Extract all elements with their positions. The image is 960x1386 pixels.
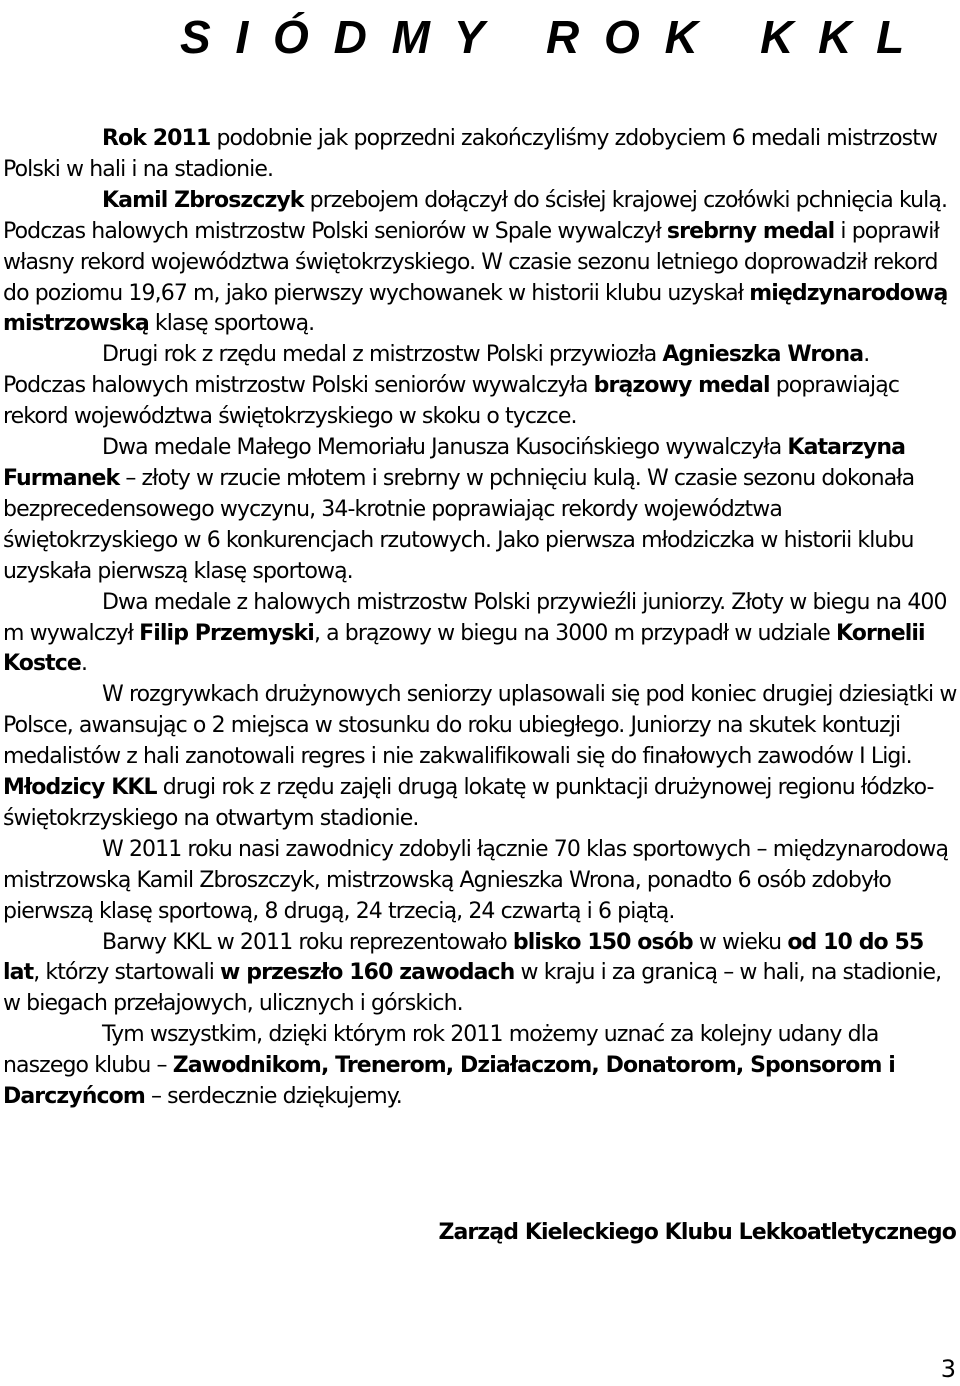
text-run: , a brązowy w biegu na 3000 m przypadł w udziale [313,620,837,646]
article-body [3,124,957,1113]
text-run: poprawiając rekord województwa świętokrzyskiego w skoku o tyczce. [3,373,900,430]
text-run: Dwa medale z halowych mistrzostw Polski przywieźli juniorzy. Złoty w biegu na 400 m wywalczył [3,589,947,646]
text-run: – złoty w rzucie młotem i srebrny w pchnięciu kulą. W czasie sezonu dokonała bezprecedensowego wyczynu, 34-krotnie poprawiając rekordy województwa świętokrzyskiego w 6 konkurencjach rzutowych. Jako pierwsza młodziczka w historii klubu uzyskała pierwszą klasę sportową. [3,465,915,584]
bold-text: blisko 150 osób [512,929,693,955]
text-run: drugi rok z rzędu zajęli drugą lokatę w punktacji drużynowej regionu łódzko-świętokrzyskiego na otwartym stadionie. [3,775,934,831]
text-run: , którzy startowali [33,960,221,986]
paragraph [3,588,957,681]
bold-text: Katarzyna Furmanek [3,435,906,491]
text-run: w wieku [692,929,788,955]
text-run: – serdecznie dziękujemy. [144,1084,402,1110]
text-run: klasę sportową. [148,311,315,337]
paragraph [3,340,957,433]
paragraph [3,1020,957,1113]
bold-text: w przeszło 160 zawodach [220,960,515,986]
text-run: przebojem dołączył do ścisłej krajowej czołówki pchnięcia kulą. Podczas halowych mistrzostw Polski seniorów w Spale wywalczył [3,187,948,244]
text-run: podobnie jak poprzedni zakończyliśmy zdobyciem 6 medali mistrzostw Polski w hali i na stadionie. [3,126,938,182]
signature: Zarząd Kieleckiego Klubu Lekkoatletycznego [438,1220,956,1245]
text-run: Barwy KKL w 2011 roku reprezentowało [102,929,513,955]
text-run: i poprawił własny rekord województwa świętokrzyskiego. W czasie sezonu letniego doprowadził rekord do poziomu 19,67 m, jako pierwszy wychowanek w historii klubu uzyskał [3,218,939,306]
text-run: Dwa medale Małego Memoriału Janusza Kusocińskiego wywalczyła [102,435,788,461]
paragraph [3,186,957,341]
text-run: w kraju i za granicą – w hali, na stadionie, w biegach przełajowych, ulicznych i górskich. [3,960,942,1017]
text-run: W 2011 roku nasi zawodnicy zdobyli łącznie 70 klas sportowych – międzynarodową mistrzowską Kamil Zbroszczyk, mistrzowską Agnieszka Wrona, ponadto 6 osób zdobyło pierwszą klasę sportową, 8 drugą, 24 trzecią, 24 czwartą i 6 piątą. [3,836,949,924]
bold-text: Kamil Zbroszczyk [102,187,304,213]
paragraph [3,835,957,928]
text-run: Drugi rok z rzędu medal z mistrzostw Polski przywiozła [102,342,663,368]
bold-text: Młodzicy KKL [3,775,157,801]
text-run: W rozgrywkach drużynowych seniorzy uplasowali się pod koniec drugiej dziesiątki w Polsce, awansując o 2 miejsca w stosunku do roku ubiegłego. Juniorzy na skutek kontuzji medalistów z hali zanotowali regres i nie zakwalifikowali się do finałowych zawodów I Ligi. [3,682,957,770]
bold-text: brązowy medal [593,373,770,399]
bold-text: Filip Przemyski [139,620,314,646]
bold-text: Rok 2011 [102,126,211,151]
text-run: . Podczas halowych mistrzostw Polski seniorów wywalczyła [3,342,870,399]
bold-text: od 10 do 55 lat [3,929,924,986]
text-run: . [80,651,88,677]
page-number: 3 [940,1355,956,1383]
paragraph [3,433,957,588]
paragraph [3,124,957,186]
bold-text: srebrny medal [666,218,835,244]
bold-text: Zawodnikom, Trenerom, Działaczom, Donatorom, Sponsorom i Darczyńcom [3,1053,895,1110]
bold-text: międzynarodową mistrzowską [3,280,948,337]
page-title: S I Ó D M Y R O K K K L [180,11,911,63]
bold-text: Agnieszka Wrona [662,342,864,368]
paragraph [3,928,957,1021]
text-run: Tym wszystkim, dzięki którym rok 2011 możemy uznać za kolejny udany dla naszego klubu – [3,1022,879,1079]
bold-text: Kornelii Kostce [3,620,925,677]
paragraph [3,680,957,835]
